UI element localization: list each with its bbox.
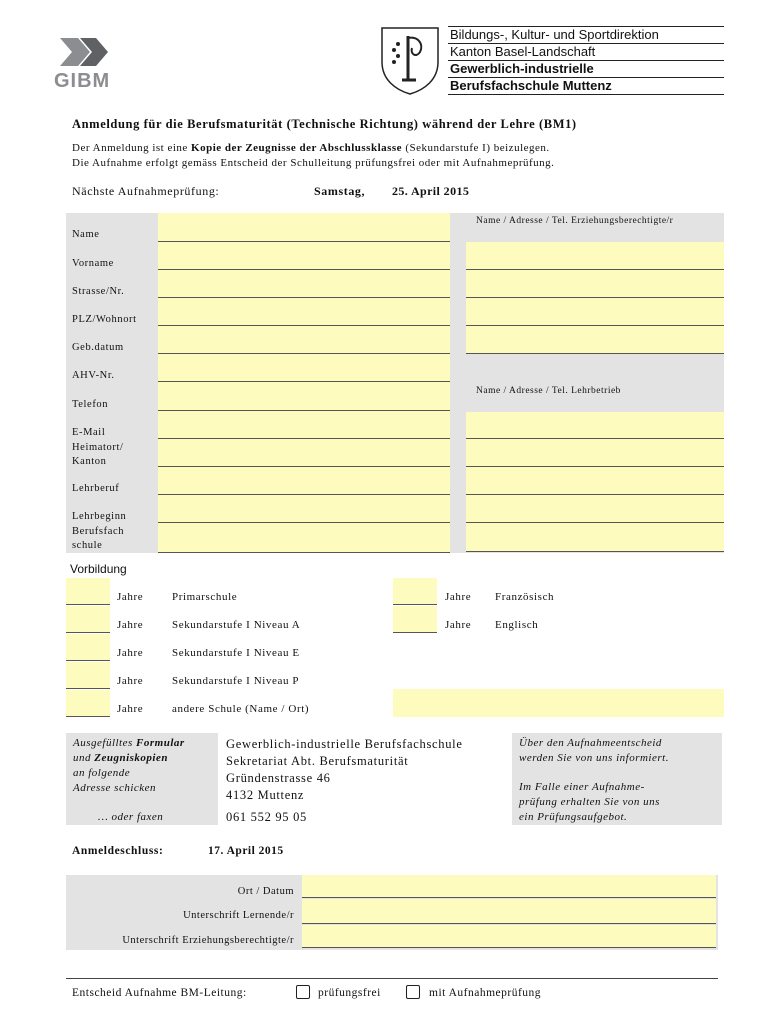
fax-instruction: … oder faxen bbox=[98, 811, 164, 823]
berufsfachschule-label: Berufsfach schule bbox=[72, 526, 125, 551]
jahre-niveau-a-input[interactable] bbox=[66, 606, 110, 633]
decision-info: Über den Aufnahmeentscheid werden Sie von uns informiert. Im Falle einer Aufnahme- prüfung erhalten Sie von uns ein Prüfungsaufgebot. bbox=[519, 737, 669, 823]
andere-schule-input[interactable] bbox=[393, 689, 724, 717]
footer-divider bbox=[66, 978, 718, 979]
gibm-logo bbox=[54, 34, 114, 92]
vorname-input[interactable] bbox=[158, 242, 450, 270]
basel-crest bbox=[378, 24, 442, 96]
header-line-4: Berufsfachschule Muttenz bbox=[450, 78, 612, 93]
company-field[interactable] bbox=[466, 412, 724, 552]
next-exam-label: Nächste Aufnahmeprüfung: bbox=[72, 184, 220, 198]
jahre-andere-input[interactable] bbox=[66, 690, 110, 717]
franzoesisch-label: Französisch bbox=[495, 591, 555, 603]
plz-wohnort-input[interactable] bbox=[158, 298, 450, 326]
primarschule-label: Primarschule bbox=[172, 591, 238, 603]
vorname-label: Vorname bbox=[72, 258, 114, 269]
geb-datum-input[interactable] bbox=[158, 326, 450, 354]
pruefungsfrei-label: prüfungsfrei bbox=[318, 987, 381, 999]
lehrbeginn-input[interactable] bbox=[158, 495, 450, 523]
heimatort-label: Heimatort/ Kanton bbox=[72, 442, 124, 467]
logo-text: GIBM bbox=[54, 70, 111, 92]
strasse-input[interactable] bbox=[158, 270, 450, 298]
name-input[interactable] bbox=[158, 213, 450, 242]
strasse-label: Strasse/Nr. bbox=[72, 286, 125, 297]
vorbildung-heading: Vorbildung bbox=[70, 562, 127, 576]
englisch-label: Englisch bbox=[495, 619, 539, 631]
lehrberuf-input[interactable] bbox=[158, 467, 450, 495]
geb-datum-label: Geb.datum bbox=[72, 342, 124, 353]
ort-datum-label: Ort / Datum bbox=[237, 886, 294, 897]
form-title: Anmeldung für die Berufsmaturität (Technische Richtung) während der Lehre (BM1) bbox=[72, 117, 577, 131]
jahre-label-1: Jahre bbox=[117, 591, 144, 603]
telefon-label: Telefon bbox=[72, 399, 109, 410]
jahre-label-7: Jahre bbox=[445, 619, 472, 631]
heimatort-input[interactable] bbox=[158, 439, 450, 467]
header-line-1: Bildungs-, Kultur- und Sportdirektion bbox=[450, 27, 659, 42]
guardian-heading: Name / Adresse / Tel. Erziehungsberechtigte/r bbox=[476, 216, 674, 226]
niveau-a-label: Sekundarstufe I Niveau A bbox=[172, 619, 301, 631]
decision-label: Entscheid Aufnahme BM-Leitung: bbox=[72, 987, 247, 999]
unterschrift-lernende-label: Unterschrift Lernende/r bbox=[183, 910, 294, 921]
ahv-label: AHV-Nr. bbox=[72, 370, 115, 381]
niveau-e-label: Sekundarstufe I Niveau E bbox=[172, 647, 300, 659]
header-line-2: Kanton Basel-Landschaft bbox=[450, 44, 596, 59]
send-instructions: Ausgefülltes Formular und Zeugniskopien an folgende Adresse schicken bbox=[73, 737, 185, 794]
name-label: Name bbox=[72, 229, 100, 240]
aufnahmepruefung-label: mit Aufnahmeprüfung bbox=[429, 987, 542, 999]
school-address: Gewerblich-industrielle Berufsfachschule Sekretariat Abt. Berufsmaturität Gründenstrasse 46 4132 Muttenz bbox=[226, 737, 463, 802]
deadline-date: 17. April 2015 bbox=[208, 845, 284, 857]
intro-line-2: Die Aufnahme erfolgt gemäss Entscheid der Schulleitung prüfungsfrei oder mit Aufnahmeprüfung. bbox=[72, 157, 555, 169]
gibm-arrow-icon bbox=[56, 34, 112, 70]
fax-number: 061 552 95 05 bbox=[226, 810, 307, 824]
lehrberuf-label: Lehrberuf bbox=[72, 483, 120, 494]
company-heading: Name / Adresse / Tel. Lehrbetrieb bbox=[476, 386, 621, 396]
email-input[interactable] bbox=[158, 411, 450, 439]
niveau-p-label: Sekundarstufe I Niveau P bbox=[172, 675, 300, 687]
jahre-label-6: Jahre bbox=[445, 591, 472, 603]
jahre-englisch-input[interactable] bbox=[393, 606, 437, 633]
unterschrift-lernende-input[interactable] bbox=[302, 899, 716, 924]
jahre-primarschule-input[interactable] bbox=[66, 578, 110, 605]
email-label: E-Mail bbox=[72, 427, 106, 438]
telefon-input[interactable] bbox=[158, 382, 450, 411]
ort-datum-input[interactable] bbox=[302, 875, 716, 898]
guardian-field[interactable] bbox=[466, 242, 724, 354]
intro-line-1: Der Anmeldung ist eine Kopie der Zeugnisse der Abschlussklasse (Sekundarstufe I) beizulegen. bbox=[72, 142, 550, 154]
plz-wohnort-label: PLZ/Wohnort bbox=[72, 314, 137, 325]
jahre-franzoesisch-input[interactable] bbox=[393, 578, 437, 605]
jahre-label-5: Jahre bbox=[117, 703, 144, 715]
jahre-label-4: Jahre bbox=[117, 675, 144, 687]
jahre-label-2: Jahre bbox=[117, 619, 144, 631]
pruefungsfrei-checkbox[interactable] bbox=[296, 985, 310, 999]
andere-schule-label: andere Schule (Name / Ort) bbox=[172, 703, 310, 715]
header-line-3: Gewerblich-industrielle bbox=[450, 61, 594, 76]
next-exam-day: Samstag, bbox=[314, 184, 366, 198]
jahre-niveau-p-input[interactable] bbox=[66, 662, 110, 689]
crest-icon bbox=[378, 24, 442, 96]
berufsfachschule-input[interactable] bbox=[158, 523, 450, 553]
next-exam-date: 25. April 2015 bbox=[392, 184, 470, 198]
unterschrift-erziehungsberechtigte-label: Unterschrift Erziehungsberechtigte/r bbox=[122, 935, 294, 946]
jahre-niveau-e-input[interactable] bbox=[66, 634, 110, 661]
aufnahmepruefung-checkbox[interactable] bbox=[406, 985, 420, 999]
unterschrift-erziehungsberechtigte-input[interactable] bbox=[302, 925, 716, 948]
lehrbeginn-label: Lehrbeginn bbox=[72, 511, 127, 522]
jahre-label-3: Jahre bbox=[117, 647, 144, 659]
deadline-label: Anmeldeschluss: bbox=[72, 845, 164, 857]
ahv-input[interactable] bbox=[158, 354, 450, 382]
